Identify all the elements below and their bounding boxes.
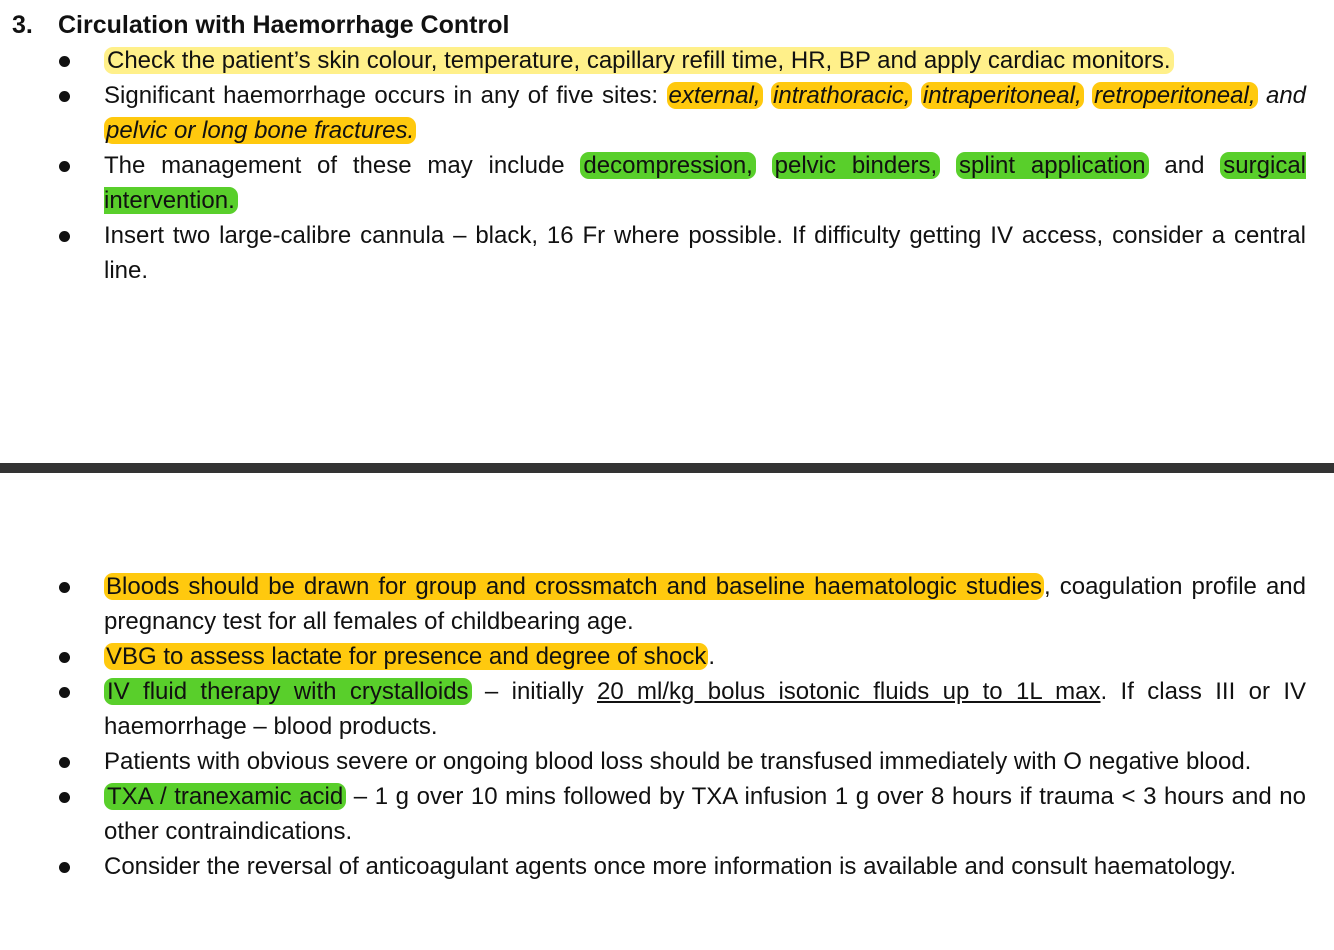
bullet-icon xyxy=(59,91,70,102)
site-external: external, xyxy=(668,82,761,109)
bullet-icon xyxy=(59,652,70,663)
highlighted-text: IV fluid therapy with crystalloids xyxy=(104,678,472,705)
management-surgical: surgical intervention. xyxy=(104,152,1306,214)
list-item xyxy=(0,779,1334,849)
list-item xyxy=(0,148,1334,218)
site-retroperitoneal: retroperitoneal, xyxy=(1094,82,1256,109)
highlighted-text: Bloods should be drawn for group and crossmatch and baseline haematologic studies xyxy=(106,573,1043,600)
bullet-icon xyxy=(59,56,70,67)
item-text: . If class III or IV haemorrhage – blood products. xyxy=(104,678,1306,740)
item-text: The management of these may include xyxy=(104,152,581,179)
list-item xyxy=(0,744,1334,779)
item-text: and xyxy=(1265,82,1307,109)
section-title: Circulation with Haemorrhage Control xyxy=(58,11,510,39)
item-text: – initially xyxy=(471,678,597,705)
management-pelvic-binders: pelvic binders, xyxy=(772,152,941,179)
bullet-icon xyxy=(59,161,70,172)
highlighted-text: VBG to assess lactate for presence and degree of shock xyxy=(106,643,707,670)
list-item xyxy=(0,674,1334,744)
bottom-bullet-list xyxy=(0,569,1334,884)
item-text: – 1 g over 10 mins followed by TXA infusion 1 g over 8 hours if trauma < 3 hours and no other contraindications. xyxy=(104,783,1306,845)
underlined-text: 20 ml/kg bolus isotonic fluids up to 1L max xyxy=(597,678,1101,705)
site-intrathoracic: intrathoracic, xyxy=(773,82,911,109)
list-item xyxy=(0,218,1334,288)
list-item xyxy=(0,78,1334,148)
item-text: Patients with obvious severe or ongoing blood loss should be transfused immediately with O negative blood. xyxy=(104,748,1252,775)
list-item xyxy=(0,43,1334,78)
management-splint: splint application xyxy=(956,152,1149,179)
site-pelvic-fractures: pelvic or long bone fractures. xyxy=(106,117,415,144)
item-text: . xyxy=(708,643,716,670)
bullet-icon xyxy=(59,862,70,873)
section-number: 3. xyxy=(12,11,33,39)
highlighted-text: TXA / tranexamic acid xyxy=(104,783,346,810)
item-text: , coagulation profile and pregnancy test for all females of childbearing age. xyxy=(104,573,1306,635)
item-text: and xyxy=(1148,152,1221,179)
section-heading xyxy=(12,8,509,42)
item-text: Consider the reversal of anticoagulant agents once more information is available and consult haematology. xyxy=(104,853,1237,880)
item-text: Insert two large-calibre cannula – black, 16 Fr where possible. If difficulty getting IV access, consider a central line. xyxy=(104,222,1306,284)
page-divider xyxy=(0,463,1334,473)
management-decompression: decompression, xyxy=(580,152,755,179)
list-item xyxy=(0,849,1334,884)
bullet-icon xyxy=(59,687,70,698)
bullet-icon xyxy=(59,792,70,803)
list-item xyxy=(0,569,1334,639)
list-item xyxy=(0,639,1334,674)
bullet-icon xyxy=(59,582,70,593)
bullet-icon xyxy=(59,757,70,768)
highlighted-text: Check the patient’s skin colour, temperature, capillary refill time, HR, BP and apply cardiac monitors. xyxy=(104,47,1174,74)
bullet-icon xyxy=(59,231,70,242)
site-intraperitoneal: intraperitoneal, xyxy=(922,82,1082,109)
item-text: Significant haemorrhage occurs in any of five sites: xyxy=(104,82,667,109)
top-bullet-list xyxy=(0,43,1334,288)
